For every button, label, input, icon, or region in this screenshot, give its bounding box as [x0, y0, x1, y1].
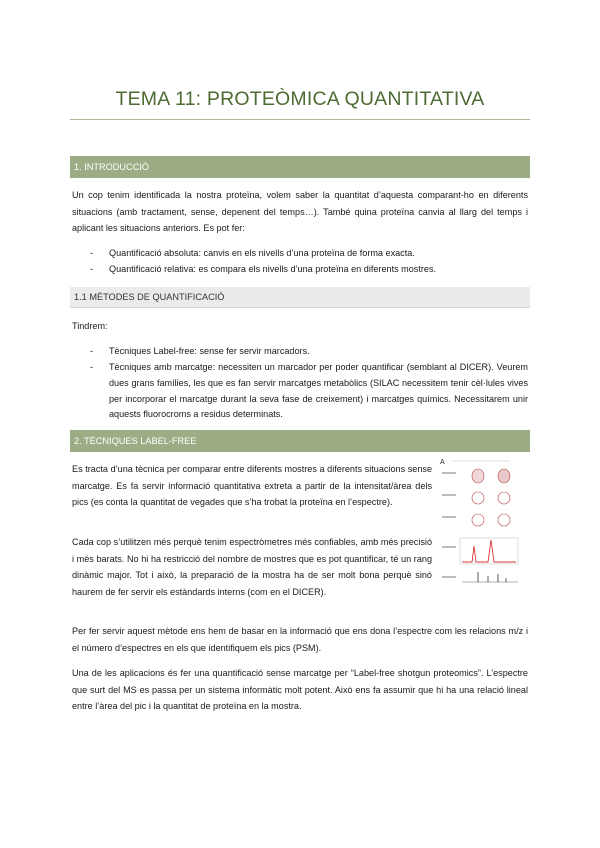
spectrum-peaks-icon: [442, 538, 518, 582]
label-free-paragraph-1: Es tracta d’una tècnica per comparar entre diferents mostres a diferents situacions sense marcatge. Es fa servir informació quantitativa extreta a partir de la intensitat/àrea dels pics (es conta la quantitat de vegades que s’ha trobat la proteïna en l’espectre).: [72, 464, 432, 508]
label-free-paragraph-4: Una de les aplicacions és fer una quantificació sense marcatge per “Label-free shotgun proteomics”. L’espectre que surt del MS es passa per un sistema informàtic molt potent. Això ens fa assumir que hi ha una relació lineal entre l’àrea del pic i la quantitat de proteïna en la mostra.: [72, 668, 528, 712]
cell-diagram-icon: [442, 469, 510, 526]
lead-text: Tindrem:: [72, 321, 108, 331]
page-title: TEMA 11: PROTEÒMICA QUANTITATIVA: [115, 88, 485, 110]
section-heading-label-free: 2. TÈCNIQUES LABEL-FREE: [70, 430, 530, 452]
section-heading-introduccio: 1. INTRODUCCIÓ: [70, 156, 530, 178]
label-free-figure: [438, 456, 532, 606]
list-item-text: Tècniques Label-free: sense fer servir marcadors.: [109, 346, 310, 356]
list-bullet: -: [90, 264, 94, 274]
intro-paragraph: Un cop tenim identificada la nostra proteïna, volem saber la quantitat d’aquesta comparant-ho en diferents situacions (amb tractament, sense, depenent del temps…). També quina proteïna canvia al llarg del temps i aplicant les situacions anteriors. Es pot fer:: [72, 190, 528, 234]
label-free-paragraph-2: Cada cop s’utilitzen més perquè tenim espectròmetres més confiables, amb més precisió i més barats. No hi ha restricció del nombre de mostres que es pot quantificar, té un rang dinàmic major. Tot i això, la preparació de la mostra ha de ser molt bona perquè sinó haurem de fer servir els estàndards interns (com en el DICER).: [72, 537, 432, 597]
list-bullet: -: [90, 346, 94, 356]
list-bullet: -: [90, 248, 94, 258]
list-item-text: Quantificació absoluta: canvis en els nivells d’una proteïna de forma exacta.: [109, 248, 415, 258]
list-item: [90, 246, 528, 262]
list-item: [90, 344, 528, 360]
label-free-paragraph-3: Per fer servir aquest mètode ens hem de basar en la informació que ens dona l’espectre com les relacions m/z i el número d’espectres en els que identifiquem els pics (PSM).: [72, 626, 528, 653]
section-heading-metodes: 1.1 MÈTODES DE QUANTIFICACIÓ: [70, 287, 530, 308]
list-item-text: Quantificació relativa: es compara els nivells d’una proteïna en diferents mostres.: [109, 264, 437, 274]
title-underline: [70, 119, 530, 120]
list-item: [90, 262, 528, 278]
list-bullet: -: [90, 362, 94, 372]
list-item: [90, 360, 528, 423]
figure-panel-letter: A: [440, 459, 445, 466]
list-item-text: Tècniques amb marcatge: necessiten un marcador per poder quantificar (semblant al DICER). Veurem dues grans famílies, les que es fan servir marcatges metabòlics (SILAC necessitem tenir cèl·lules vives per incorporar el marcatge durant la seva fase de creixement) i marcatges químics. Necessitarem unir aquests fluorocroms a residus determinats.: [109, 362, 528, 420]
